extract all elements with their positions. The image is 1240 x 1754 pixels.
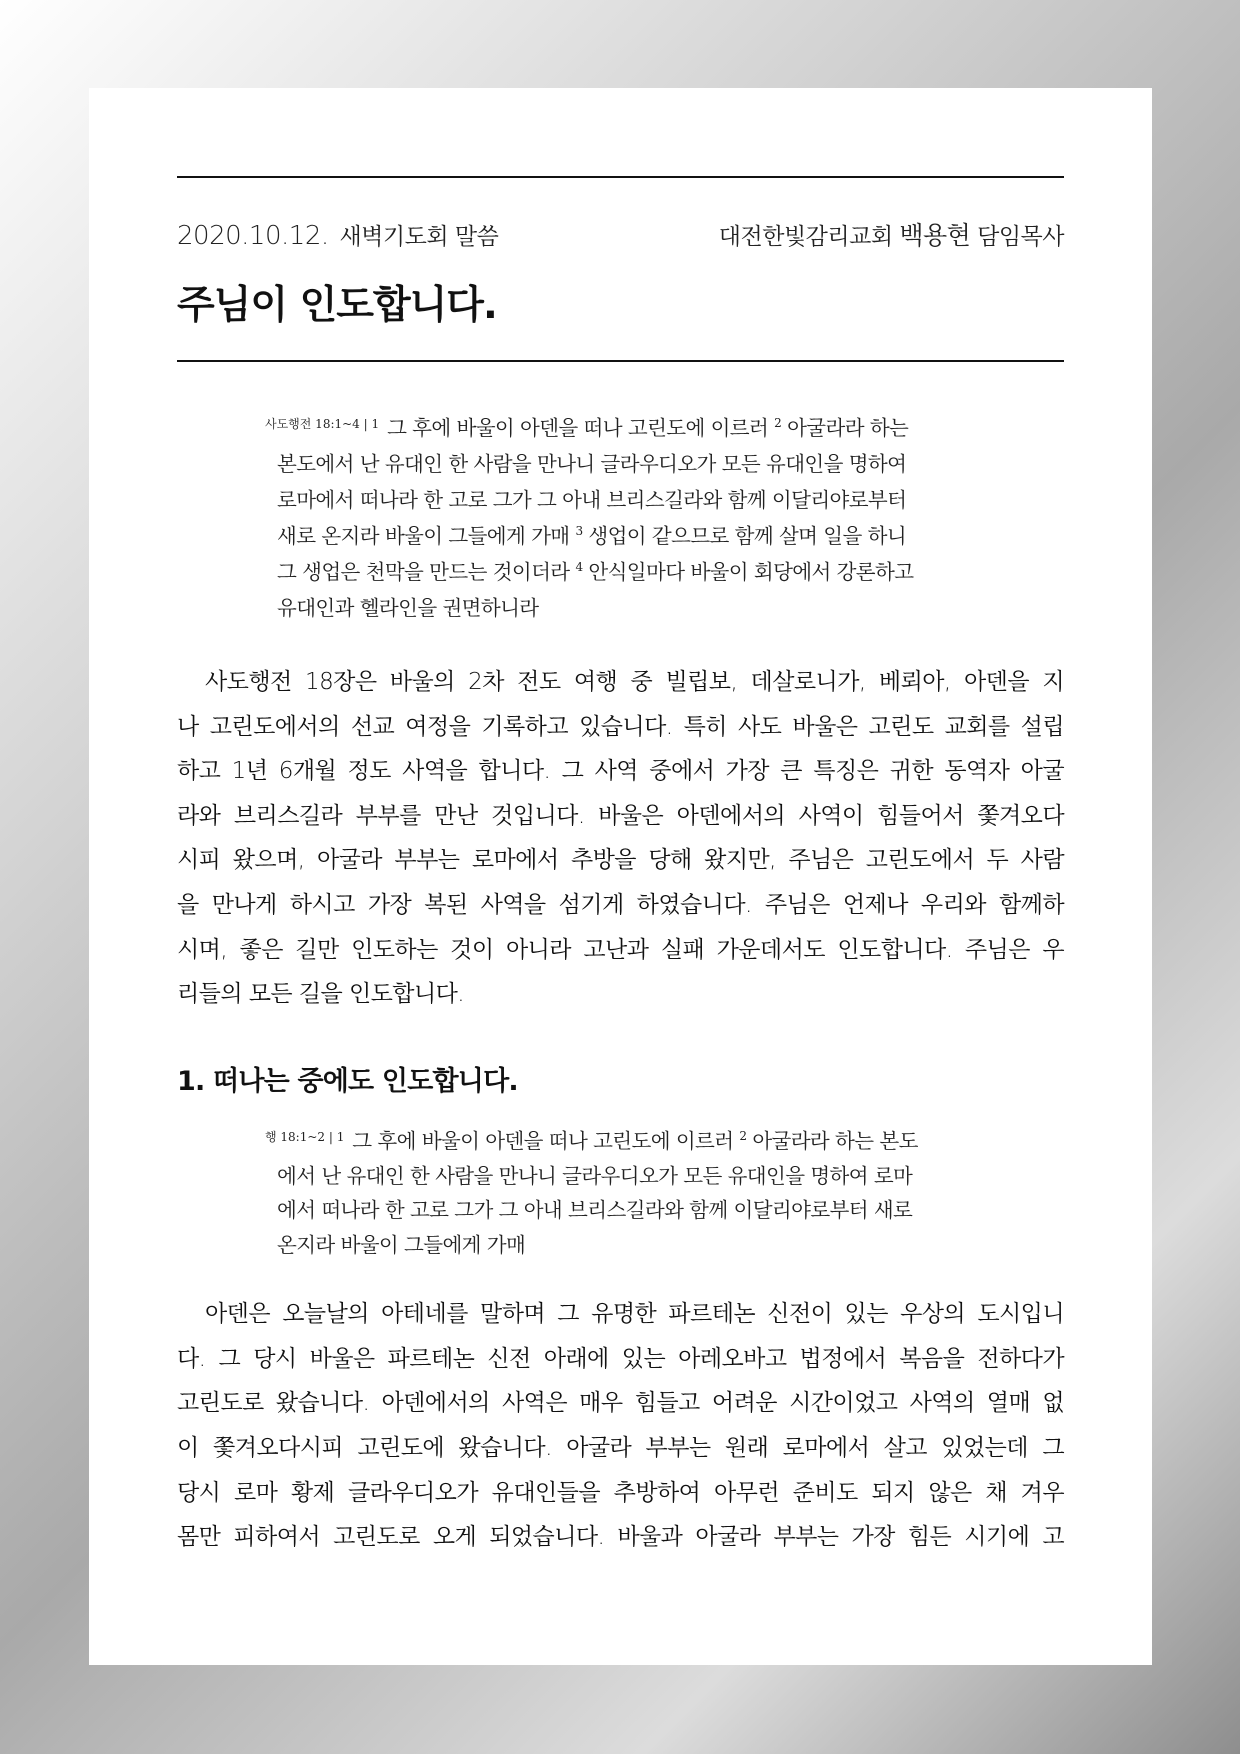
paragraph-line: 고린도로 왔습니다. 아덴에서의 사역은 매우 힘들고 어려운 시간이었고 사역의 열매 없 <box>177 1390 1064 1417</box>
scripture-line: 에서 난 유대인 한 사람을 만나니 글라우디오가 모든 유대인을 명하여 로마 <box>277 1163 913 1188</box>
paragraph-line: 시며, 좋은 길만 인도하는 것이 아니라 고난과 실패 가운데서도 인도합니다. 주님은 우 <box>177 936 1064 963</box>
section-heading-1: 1. 떠나는 중에도 인도합니다. <box>177 1065 518 1097</box>
scripture-reference: 사도행전 18:1~4 | 1 <box>265 417 380 431</box>
scripture-line: 그 생업은 천막을 만드는 것이더라 $^4$ 안식일마다 바울이 회당에서 강론하고 <box>277 560 914 584</box>
sermon-date-service <box>177 218 498 251</box>
scripture-line: 로마에서 떠나라 한 고로 그가 그 아내 브리스길라와 함께 이달리야로부터 <box>277 488 907 512</box>
service-name: 새벽기도회 말씀 <box>339 224 499 250</box>
verse-number: 4 <box>575 560 583 574</box>
preacher-info <box>719 216 1064 252</box>
paragraph-line: 사도행전 18장은 바울의 2차 전도 여행 중 빌립보, 데살로니가, 베뢰아, 아덴을 지 <box>205 669 1064 695</box>
paragraph-line: 시피 왔으며, 아굴라 부부는 로마에서 추방을 당해 왔지만, 주님은 고린도에서 두 사람 <box>177 847 1064 874</box>
pastor-name: 백용현 <box>899 221 971 250</box>
sermon-meta <box>177 216 1064 252</box>
paragraph-line: 아덴은 오늘날의 아테네를 말하며 그 유명한 파르테논 신전이 있는 우상의 도시입니 <box>205 1301 1064 1328</box>
scripture-line: 본도에서 난 유대인 한 사람을 만나니 글라우디오가 모든 유대인을 명하여 <box>277 452 907 476</box>
scripture-line: 온지라 바울이 그들에게 가매 <box>277 1232 526 1257</box>
scripture-line: 새로 온지라 바울이 그들에게 가매 $^3$ 생업이 같으므로 함께 살며 일을 하니 <box>277 524 907 548</box>
scripture-line: 에서 떠나라 한 고로 그가 그 아내 브리스길라와 함께 이달리야로부터 새로 <box>277 1198 913 1223</box>
scripture-reference: 행 18:1~2 | 1 <box>265 1130 345 1145</box>
paragraph-line: 다. 그 당시 바울은 파르테논 신전 아래에 있는 아레오바고 법정에서 복음을 전하다가 <box>177 1345 1064 1372</box>
section-1-paragraph <box>177 1292 1064 1560</box>
verse-number: 3 <box>575 524 583 538</box>
paragraph-line: 몸만 피하여서 고린도로 오게 되었습니다. 바울과 아굴라 부부는 가장 힘든 시기에 고 <box>177 1524 1064 1551</box>
verse-number: 2 <box>774 416 782 430</box>
paragraph-line: 하고 1년 6개월 정도 사역을 합니다. 그 사역 중에서 가장 큰 특징은 귀한 동역자 아굴 <box>177 758 1064 785</box>
paragraph-line: 을 만나게 하시고 가장 복된 사역을 섬기게 하였습니다. 주님은 언제나 우리와 함께하 <box>177 891 1064 918</box>
pastor-title: 담임목사 <box>977 224 1064 250</box>
top-rule <box>177 176 1064 178</box>
scripture-line: 유대인과 헬라인을 권면하니라 <box>277 596 539 620</box>
title-rule <box>177 360 1064 362</box>
scripture-line: $^{행 18:1\sim 2 | 1}$ 그 후에 바울이 아덴을 떠나 고린도에 이르러 $^2$ 아굴라라 하는 본도 <box>265 1129 918 1154</box>
scripture-passage-2 <box>265 1120 988 1262</box>
paragraph-line: 리들의 모든 길을 인도합니다. <box>177 981 465 1008</box>
paragraph-line: 라와 브리스길라 부부를 만난 것입니다. 바울은 아덴에서의 사역이 힘들어서 쫓겨오다 <box>177 802 1064 829</box>
paragraph-line: 나 고린도에서의 선교 여정을 기록하고 있습니다. 특히 사도 바울은 고린도 교회를 설립 <box>177 713 1064 740</box>
sermon-title: 주님이 인도합니다. <box>177 283 497 328</box>
document-page <box>89 88 1152 1665</box>
paragraph-line: 당시 로마 황제 글라우디오가 유대인들을 추방하여 아무런 준비도 되지 않은 채 겨우 <box>177 1479 1064 1506</box>
intro-paragraph <box>177 660 1064 1017</box>
verse-number: 2 <box>739 1129 747 1144</box>
scripture-line: $^{사도행전 18:1\sim 4 | 1}$ 그 후에 바울이 아덴을 떠나 고린도에 이르러 $^2$ 아굴라라 하는 <box>265 416 909 440</box>
paragraph-line: 이 쫓겨오다시피 고린도에 왔습니다. 아굴라 부부는 원래 로마에서 살고 있었는데 그 <box>177 1434 1064 1461</box>
scripture-passage-1 <box>265 406 988 626</box>
sermon-date: 2020.10.12. <box>177 221 329 251</box>
church-name: 대전한빛감리교회 <box>718 224 893 250</box>
page-content <box>177 176 1064 1560</box>
